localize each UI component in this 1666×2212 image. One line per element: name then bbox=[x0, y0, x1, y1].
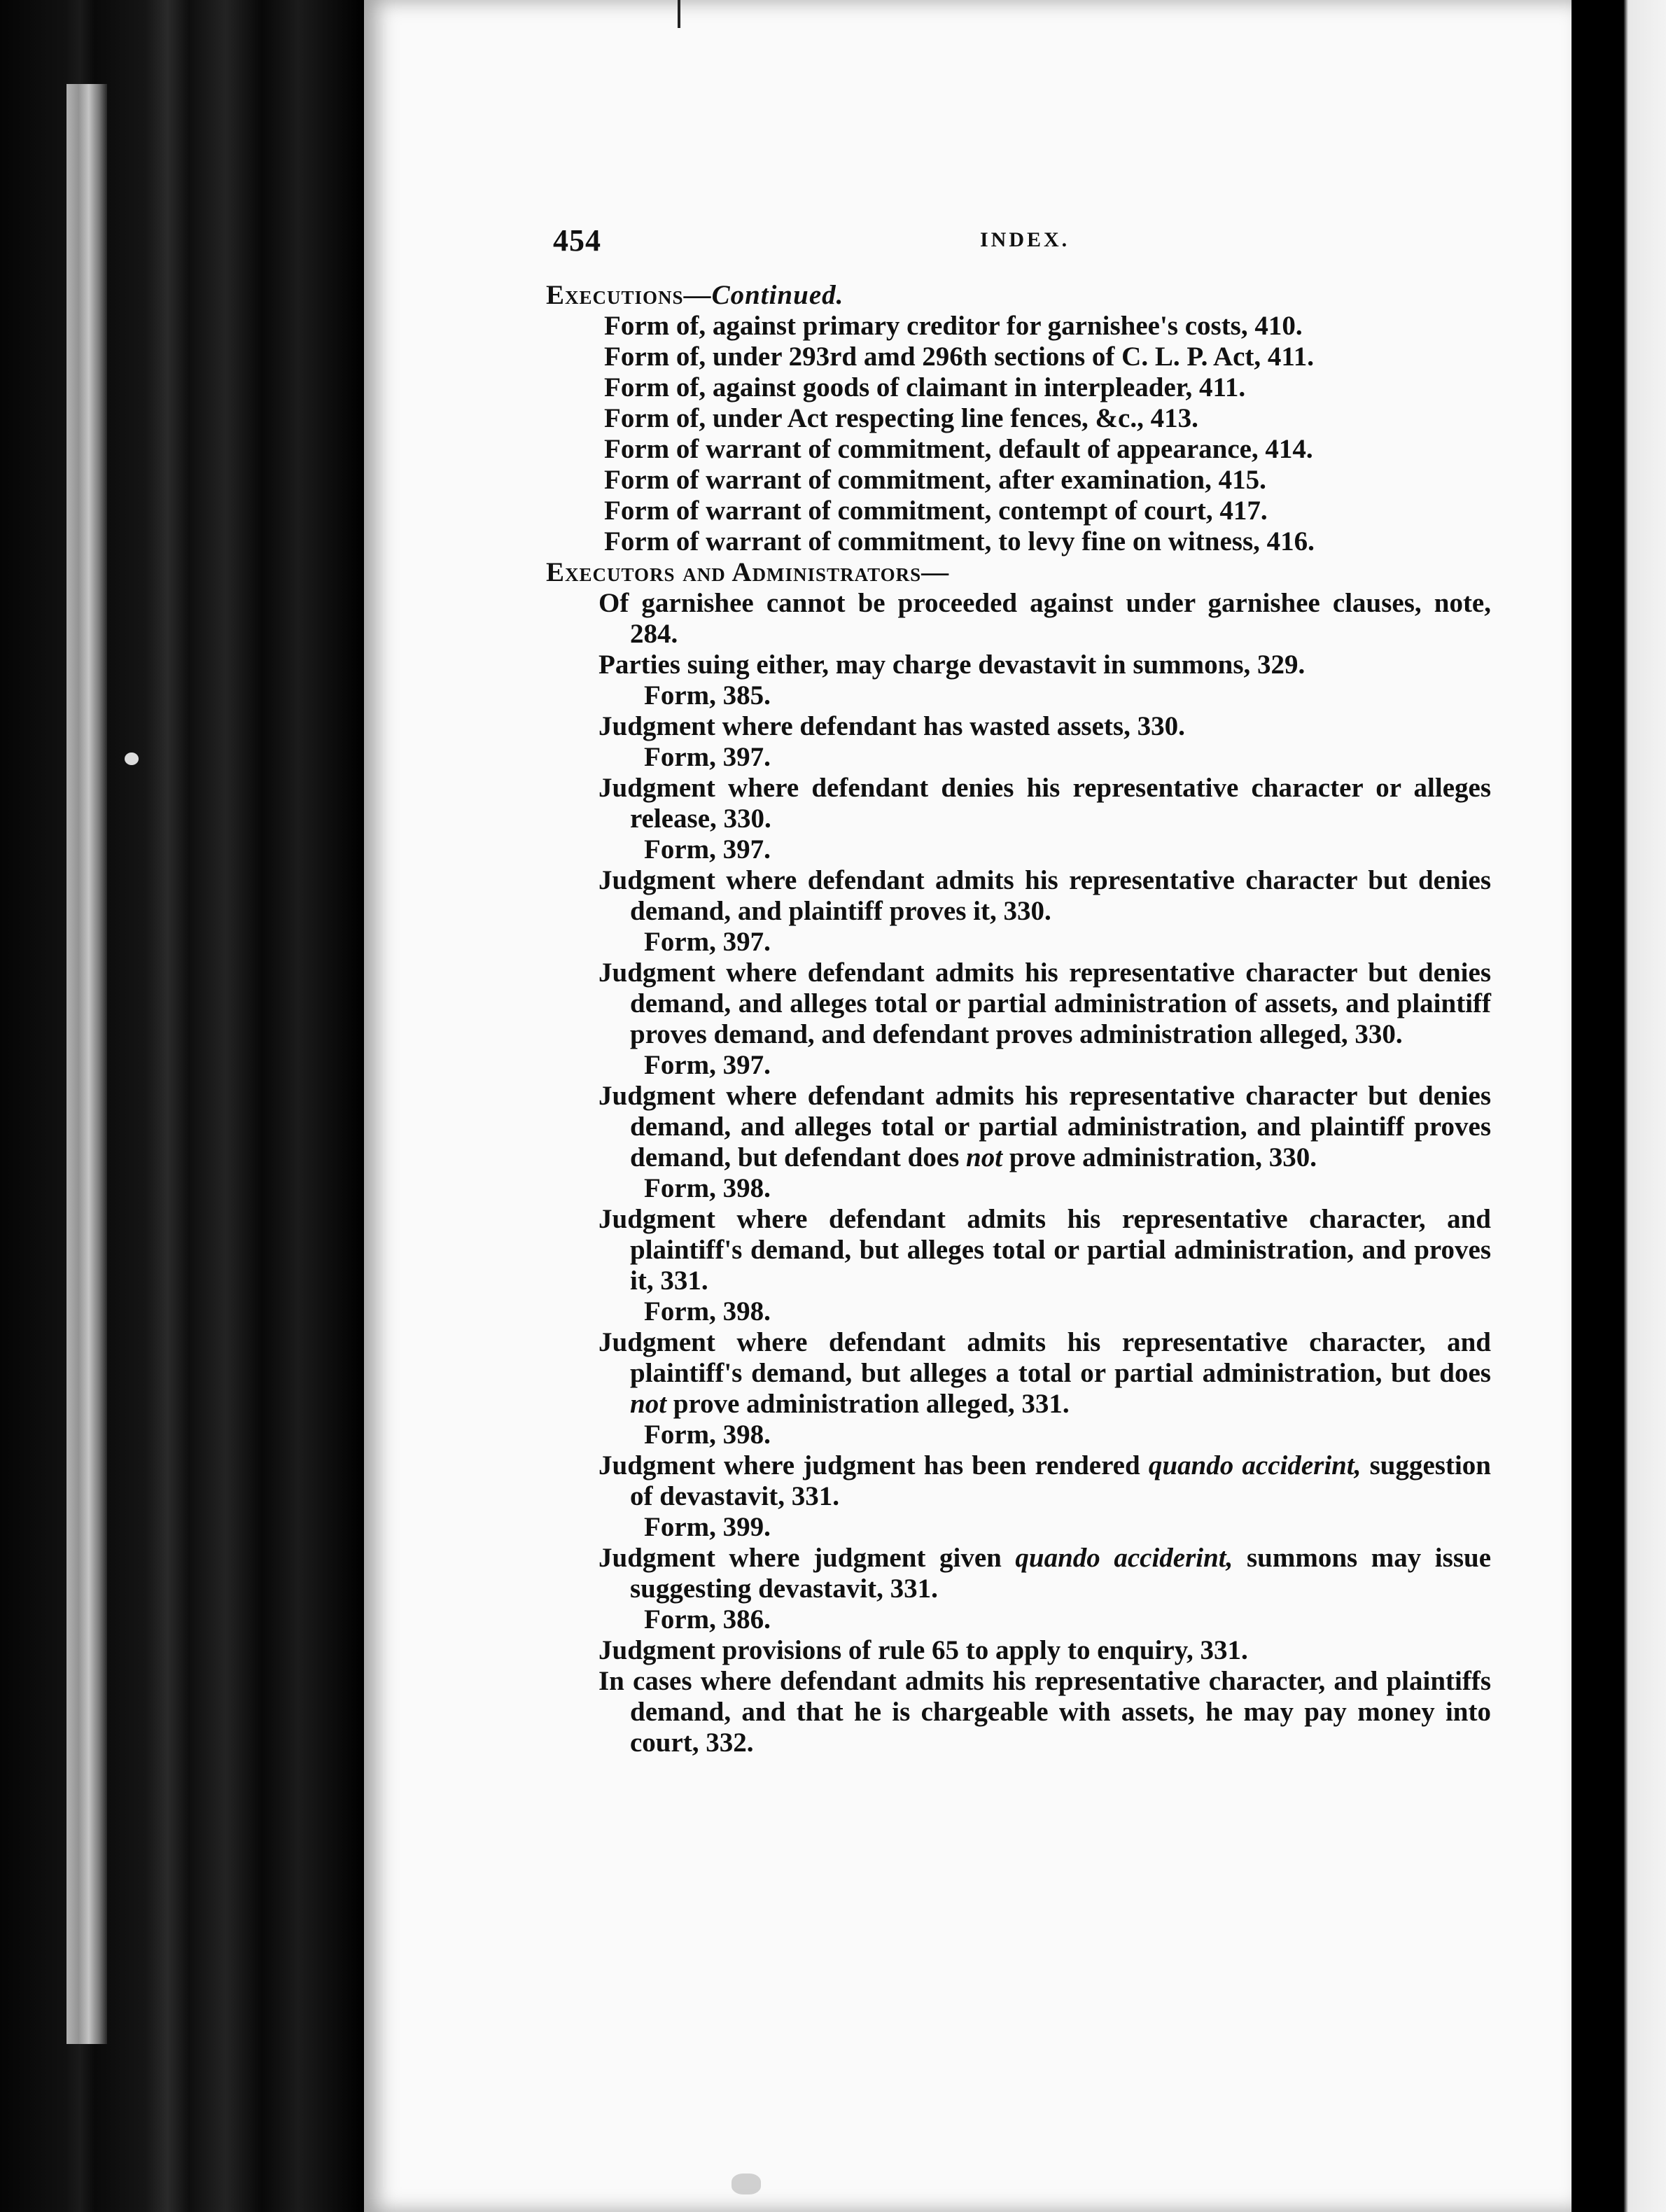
index-entry: Judgment where defendant admits his representative character, and plaintiff's demand, but alleges total or partial administration, and proves it, 331. bbox=[598, 1204, 1491, 1296]
index-entry: Judgment where defendant denies his representative character or alleges release, 330. bbox=[598, 773, 1491, 834]
index-entry: Judgment where defendant admits his representative character but denies demand, and alleges total or partial administration of assets, and plaintiff proves demand, and defendant proves administration alleged, 330. bbox=[598, 958, 1491, 1049]
index-entry: Judgment where defendant has wasted assets, 330. bbox=[598, 711, 1185, 741]
entry-italic: not bbox=[630, 1389, 667, 1419]
page-edges bbox=[66, 84, 107, 2044]
page-header bbox=[553, 223, 1463, 265]
index-entry: Parties suing either, may charge devastavit in summons, 329. bbox=[598, 650, 1306, 680]
running-head: INDEX. bbox=[980, 228, 1070, 251]
form-reference: Form, 397. bbox=[644, 1050, 771, 1080]
entry-text: Judgment where judgment has been rendered bbox=[598, 1450, 1149, 1480]
spine-mark bbox=[125, 752, 139, 765]
index-entry bbox=[546, 1327, 1491, 1420]
entry-text: prove administration alleged, 331. bbox=[666, 1389, 1070, 1419]
form-reference: Form, 397. bbox=[644, 834, 771, 864]
index-entry: Form of warrant of commitment, to levy fine on witness, 416. bbox=[604, 526, 1315, 556]
entry-italic: quando acciderint, bbox=[1148, 1450, 1362, 1480]
index-entry bbox=[546, 1543, 1491, 1604]
entry-text: Judgment where judgment given bbox=[598, 1543, 1016, 1573]
heading-text: Executions— bbox=[546, 280, 712, 310]
index-entry: Form of warrant of commitment, default of appearance, 414. bbox=[604, 434, 1313, 464]
form-reference: Form, 397. bbox=[644, 927, 771, 957]
page-stain bbox=[732, 2174, 761, 2194]
index-entry: Form of warrant of commitment, contempt of court, 417. bbox=[604, 496, 1268, 526]
entry-italic: quando acciderint, bbox=[1015, 1543, 1233, 1573]
book-spine bbox=[0, 0, 364, 2212]
form-reference: Form, 398. bbox=[644, 1296, 771, 1326]
index-entry: Form of, against goods of claimant in interpleader, 411. bbox=[604, 372, 1246, 402]
index-entry: Form of, under 293rd amd 296th sections of C. L. P. Act, 411. bbox=[604, 342, 1314, 372]
entry-text: Judgment where defendant admits his representative character, and plaintiff's demand, but alleges a total or partial administration, but does bbox=[598, 1327, 1491, 1388]
facing-page-edge bbox=[1572, 0, 1666, 2212]
form-reference: Form, 398. bbox=[644, 1420, 771, 1450]
entry-italic: not bbox=[966, 1142, 1003, 1172]
heading-suffix: Continued. bbox=[711, 280, 844, 310]
section-heading-executors: Executors and Administrators— bbox=[546, 557, 950, 587]
index-entry: Form of warrant of commitment, after examination, 415. bbox=[604, 465, 1266, 495]
entry-text: summons may issue suggesting devastavit, 331. bbox=[630, 1543, 1491, 1604]
form-reference: Form, 398. bbox=[644, 1173, 771, 1203]
top-mark bbox=[678, 0, 680, 28]
index-entry bbox=[546, 1081, 1491, 1173]
index-entry: Form of, against primary creditor for garnishee's costs, 410. bbox=[604, 311, 1303, 341]
index-entry: Judgment provisions of rule 65 to apply to enquiry, 331. bbox=[598, 1635, 1248, 1665]
index-entry: Of garnishee cannot be proceeded against under garnishee clauses, note, 284. bbox=[598, 588, 1491, 649]
entry-text: prove administration, 330. bbox=[1002, 1142, 1317, 1172]
index-entry: In cases where defendant admits his representative character, and plaintiffs demand, and that he is chargeable with assets, he may pay money into court, 332. bbox=[598, 1666, 1491, 1758]
index-content bbox=[546, 280, 1491, 1758]
form-reference: Form, 386. bbox=[644, 1604, 771, 1634]
index-entry: Judgment where defendant admits his representative character but denies demand, and plaintiff proves it, 330. bbox=[598, 865, 1491, 926]
entry-text: suggestion of devastavit, 331. bbox=[630, 1450, 1492, 1511]
index-entry: Form of, under Act respecting line fences, &c., 413. bbox=[604, 403, 1198, 433]
page-number: 454 bbox=[553, 223, 601, 258]
entry-text: Judgment where defendant admits his representative character but denies demand, and alleges total or partial administration, and plaintiff proves demand, but defendant does bbox=[598, 1081, 1491, 1172]
form-reference: Form, 397. bbox=[644, 742, 771, 772]
index-entry bbox=[546, 1450, 1491, 1512]
form-reference: Form, 385. bbox=[644, 680, 771, 710]
section-heading-executions bbox=[546, 280, 1491, 311]
form-reference: Form, 399. bbox=[644, 1512, 771, 1542]
